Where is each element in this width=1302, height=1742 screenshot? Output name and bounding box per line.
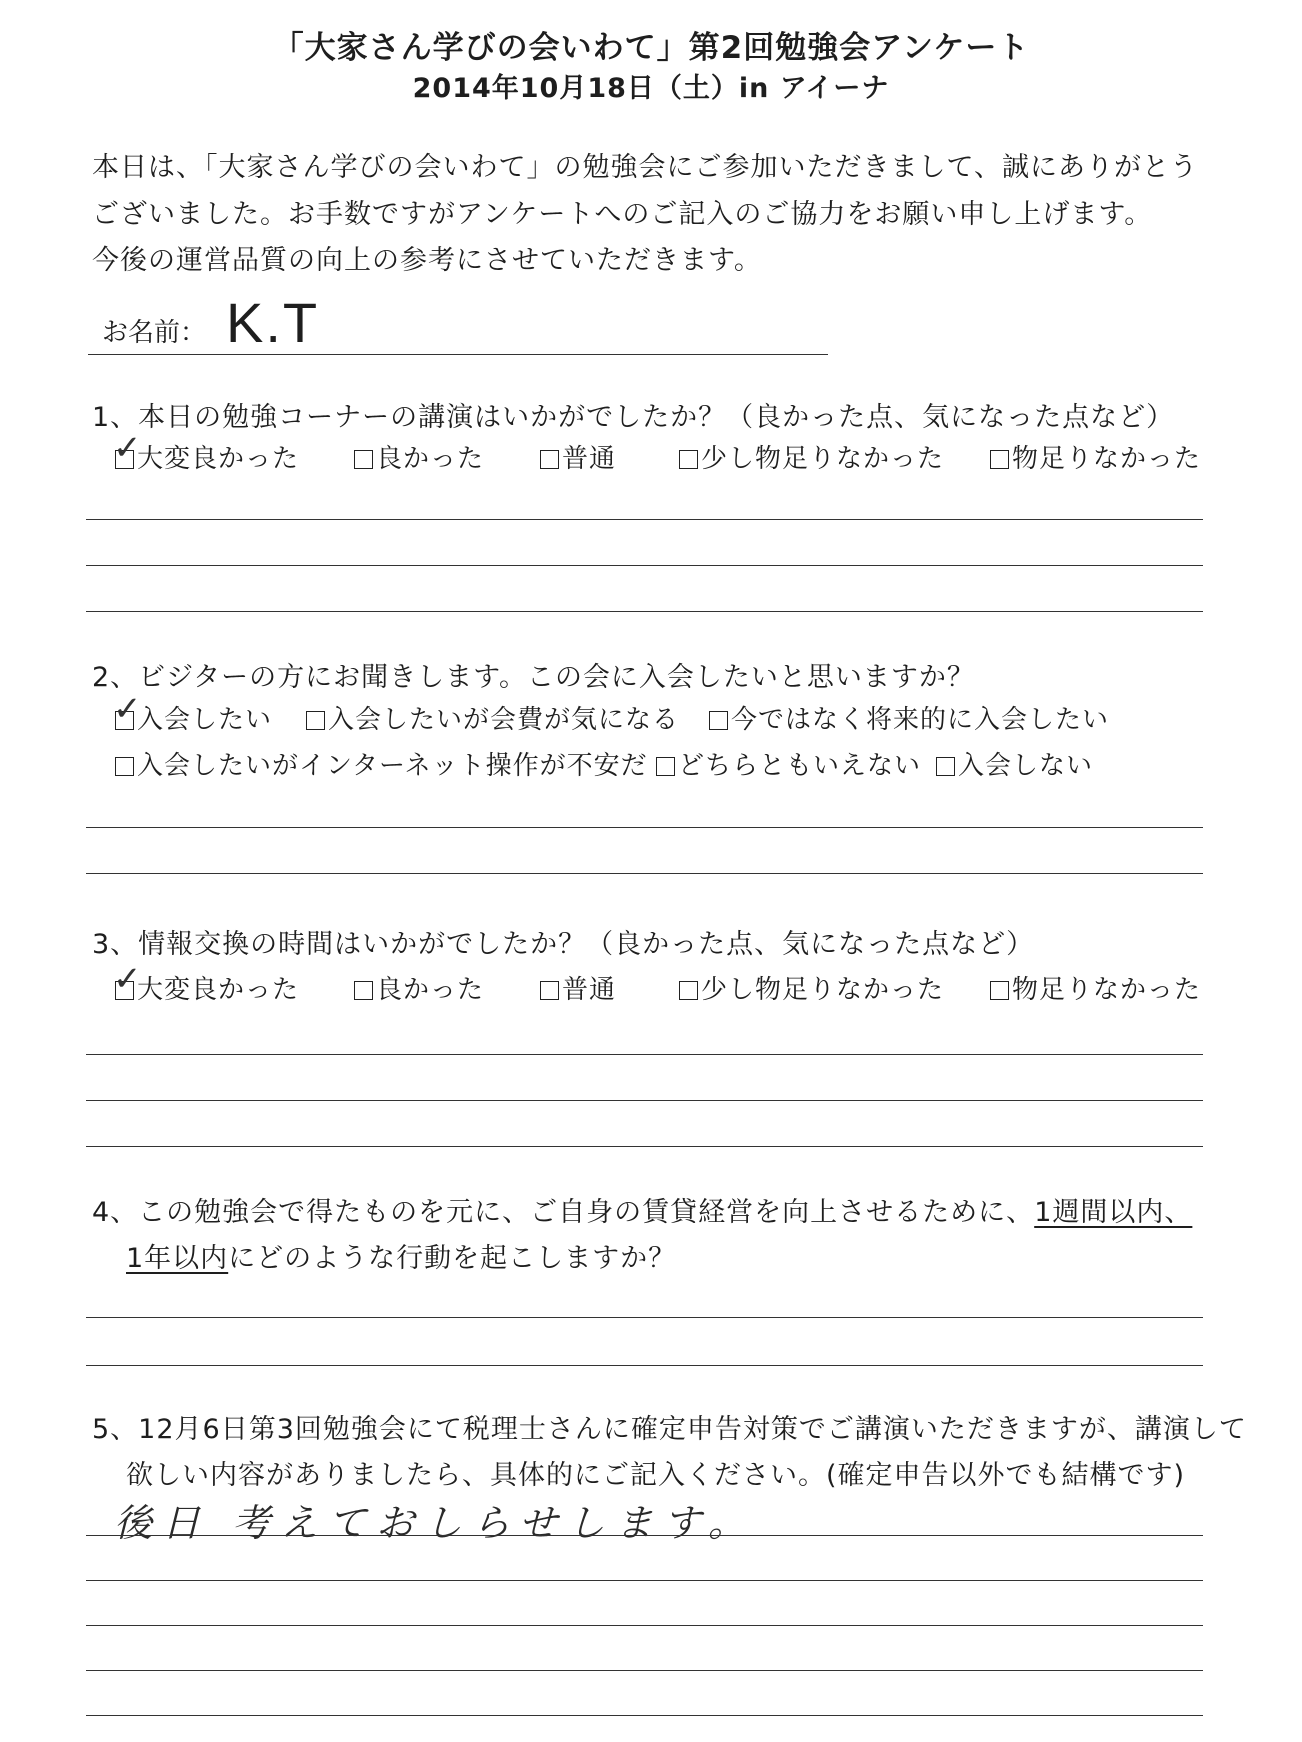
q1-option-2-checkbox[interactable] xyxy=(354,450,373,469)
q3-option-2[interactable]: 良かった xyxy=(354,969,484,1006)
q1-option-4-checkbox[interactable] xyxy=(679,450,698,469)
q1-answer-line-3[interactable] xyxy=(86,611,1203,612)
q2-option-4-checkbox[interactable] xyxy=(115,757,134,776)
survey-date: 2014年10月18日（土）in アイーナ xyxy=(412,73,890,104)
q4-underlined-year: 1年以内 xyxy=(126,1243,229,1274)
q1-option-5-checkbox[interactable] xyxy=(990,450,1009,469)
q2-option-5-checkbox[interactable] xyxy=(656,757,675,776)
name-field[interactable]: K.T xyxy=(226,291,320,354)
q5-question-line-1: 5、12月6日第3回勉強会にて税理士さんに確定申告対策でご講演いただきますが、講演して xyxy=(92,1414,1247,1445)
q3-option-3-checkbox[interactable] xyxy=(540,981,559,1000)
q2-option-2-checkbox[interactable] xyxy=(306,711,325,730)
q4-underlined-week: 1週間以内、 xyxy=(1034,1197,1193,1228)
name-underline xyxy=(88,354,828,355)
q3-answer-line-3[interactable] xyxy=(86,1146,1203,1147)
intro-line-3: 今後の運営品質の向上の参考にさせていただきます。 xyxy=(92,245,762,276)
check-mark-icon: ✓ xyxy=(113,428,143,468)
q5-answer-line-5[interactable] xyxy=(86,1715,1203,1716)
q3-answer-line-1[interactable] xyxy=(86,1054,1203,1055)
q1-option-1-checkbox[interactable] xyxy=(113,428,143,469)
intro-line-2: ございました。お手数ですがアンケートへのご記入のご協力をお願い申し上げます。 xyxy=(92,199,1153,230)
q2-option-6-checkbox[interactable] xyxy=(936,757,955,776)
q5-handwritten-answer[interactable]: 後日 考えておしらせします。 xyxy=(114,1501,756,1545)
q3-question: 3、情報交換の時間はいかがでしたか？（良かった点、気になった点など） xyxy=(92,929,1035,960)
name-label: お名前： xyxy=(102,318,207,348)
check-mark-icon: ✓ xyxy=(113,959,143,999)
q3-option-3[interactable]: 普通 xyxy=(540,969,616,1006)
q2-option-3[interactable]: 今ではなく将来的に入会したい xyxy=(709,699,1109,736)
q5-answer-line-4[interactable] xyxy=(86,1670,1203,1671)
q2-option-1[interactable]: ✓ 入会したい xyxy=(113,689,273,735)
q3-option-5-checkbox[interactable] xyxy=(990,981,1009,1000)
q4-question-line-2: 1年以内にどのような行動を起こしますか？ xyxy=(126,1243,677,1274)
q3-answer-line-2[interactable] xyxy=(86,1100,1203,1101)
q2-answer-line-2[interactable] xyxy=(86,873,1203,874)
q5-answer-line-1[interactable] xyxy=(86,1535,1203,1536)
q3-option-1[interactable]: ✓ 大変良かった xyxy=(113,959,300,1005)
survey-title: 「大家さん学びの会いわて」第2回勉強会アンケート xyxy=(272,30,1030,66)
q4-question-line-1: 4、この勉強会で得たものを元に、ご自身の賃貸経営を向上させるために、1週間以内、 xyxy=(92,1197,1193,1228)
q2-option-4[interactable]: 入会したいがインターネット操作が不安だ xyxy=(115,745,648,782)
q1-option-4[interactable]: 少し物足りなかった xyxy=(679,438,944,475)
q1-option-1[interactable]: ✓ 大変良かった xyxy=(113,428,300,474)
q2-option-2[interactable]: 入会したいが会費が気になる xyxy=(306,699,679,736)
q3-option-4-checkbox[interactable] xyxy=(679,981,698,1000)
q2-option-6[interactable]: 入会しない xyxy=(936,745,1093,782)
q2-option-5[interactable]: どちらともいえない xyxy=(656,745,921,782)
q5-answer-line-2[interactable] xyxy=(86,1580,1203,1581)
q1-option-2[interactable]: 良かった xyxy=(354,438,484,475)
q3-option-2-checkbox[interactable] xyxy=(354,981,373,1000)
q2-answer-line-1[interactable] xyxy=(86,827,1203,828)
check-mark-icon: ✓ xyxy=(113,689,143,729)
q1-question: 1、本日の勉強コーナーの講演はいかがでしたか？（良かった点、気になった点など） xyxy=(92,402,1175,433)
q1-option-3-checkbox[interactable] xyxy=(540,450,559,469)
q5-answer-line-3[interactable] xyxy=(86,1625,1203,1626)
intro-line-1: 本日は、「大家さん学びの会いわて」の勉強会にご参加いただきまして、誠にありがとう xyxy=(92,152,1198,183)
q3-option-5[interactable]: 物足りなかった xyxy=(990,969,1201,1006)
q1-answer-line-2[interactable] xyxy=(86,565,1203,566)
q3-option-1-checkbox[interactable] xyxy=(113,959,143,1000)
q1-answer-line-1[interactable] xyxy=(86,519,1203,520)
q2-question: 2、ビジターの方にお聞きします。この会に入会したいと思いますか？ xyxy=(92,662,975,693)
q4-answer-line-1[interactable] xyxy=(86,1317,1203,1318)
q4-answer-line-2[interactable] xyxy=(86,1365,1203,1366)
q2-option-3-checkbox[interactable] xyxy=(709,711,728,730)
q1-option-5[interactable]: 物足りなかった xyxy=(990,438,1201,475)
q1-option-3[interactable]: 普通 xyxy=(540,438,616,475)
q5-question-line-2: 欲しい内容がありましたら、具体的にご記入ください。(確定申告以外でも結構です) xyxy=(126,1460,1186,1491)
q3-option-4[interactable]: 少し物足りなかった xyxy=(679,969,944,1006)
q2-option-1-checkbox[interactable] xyxy=(113,689,143,730)
